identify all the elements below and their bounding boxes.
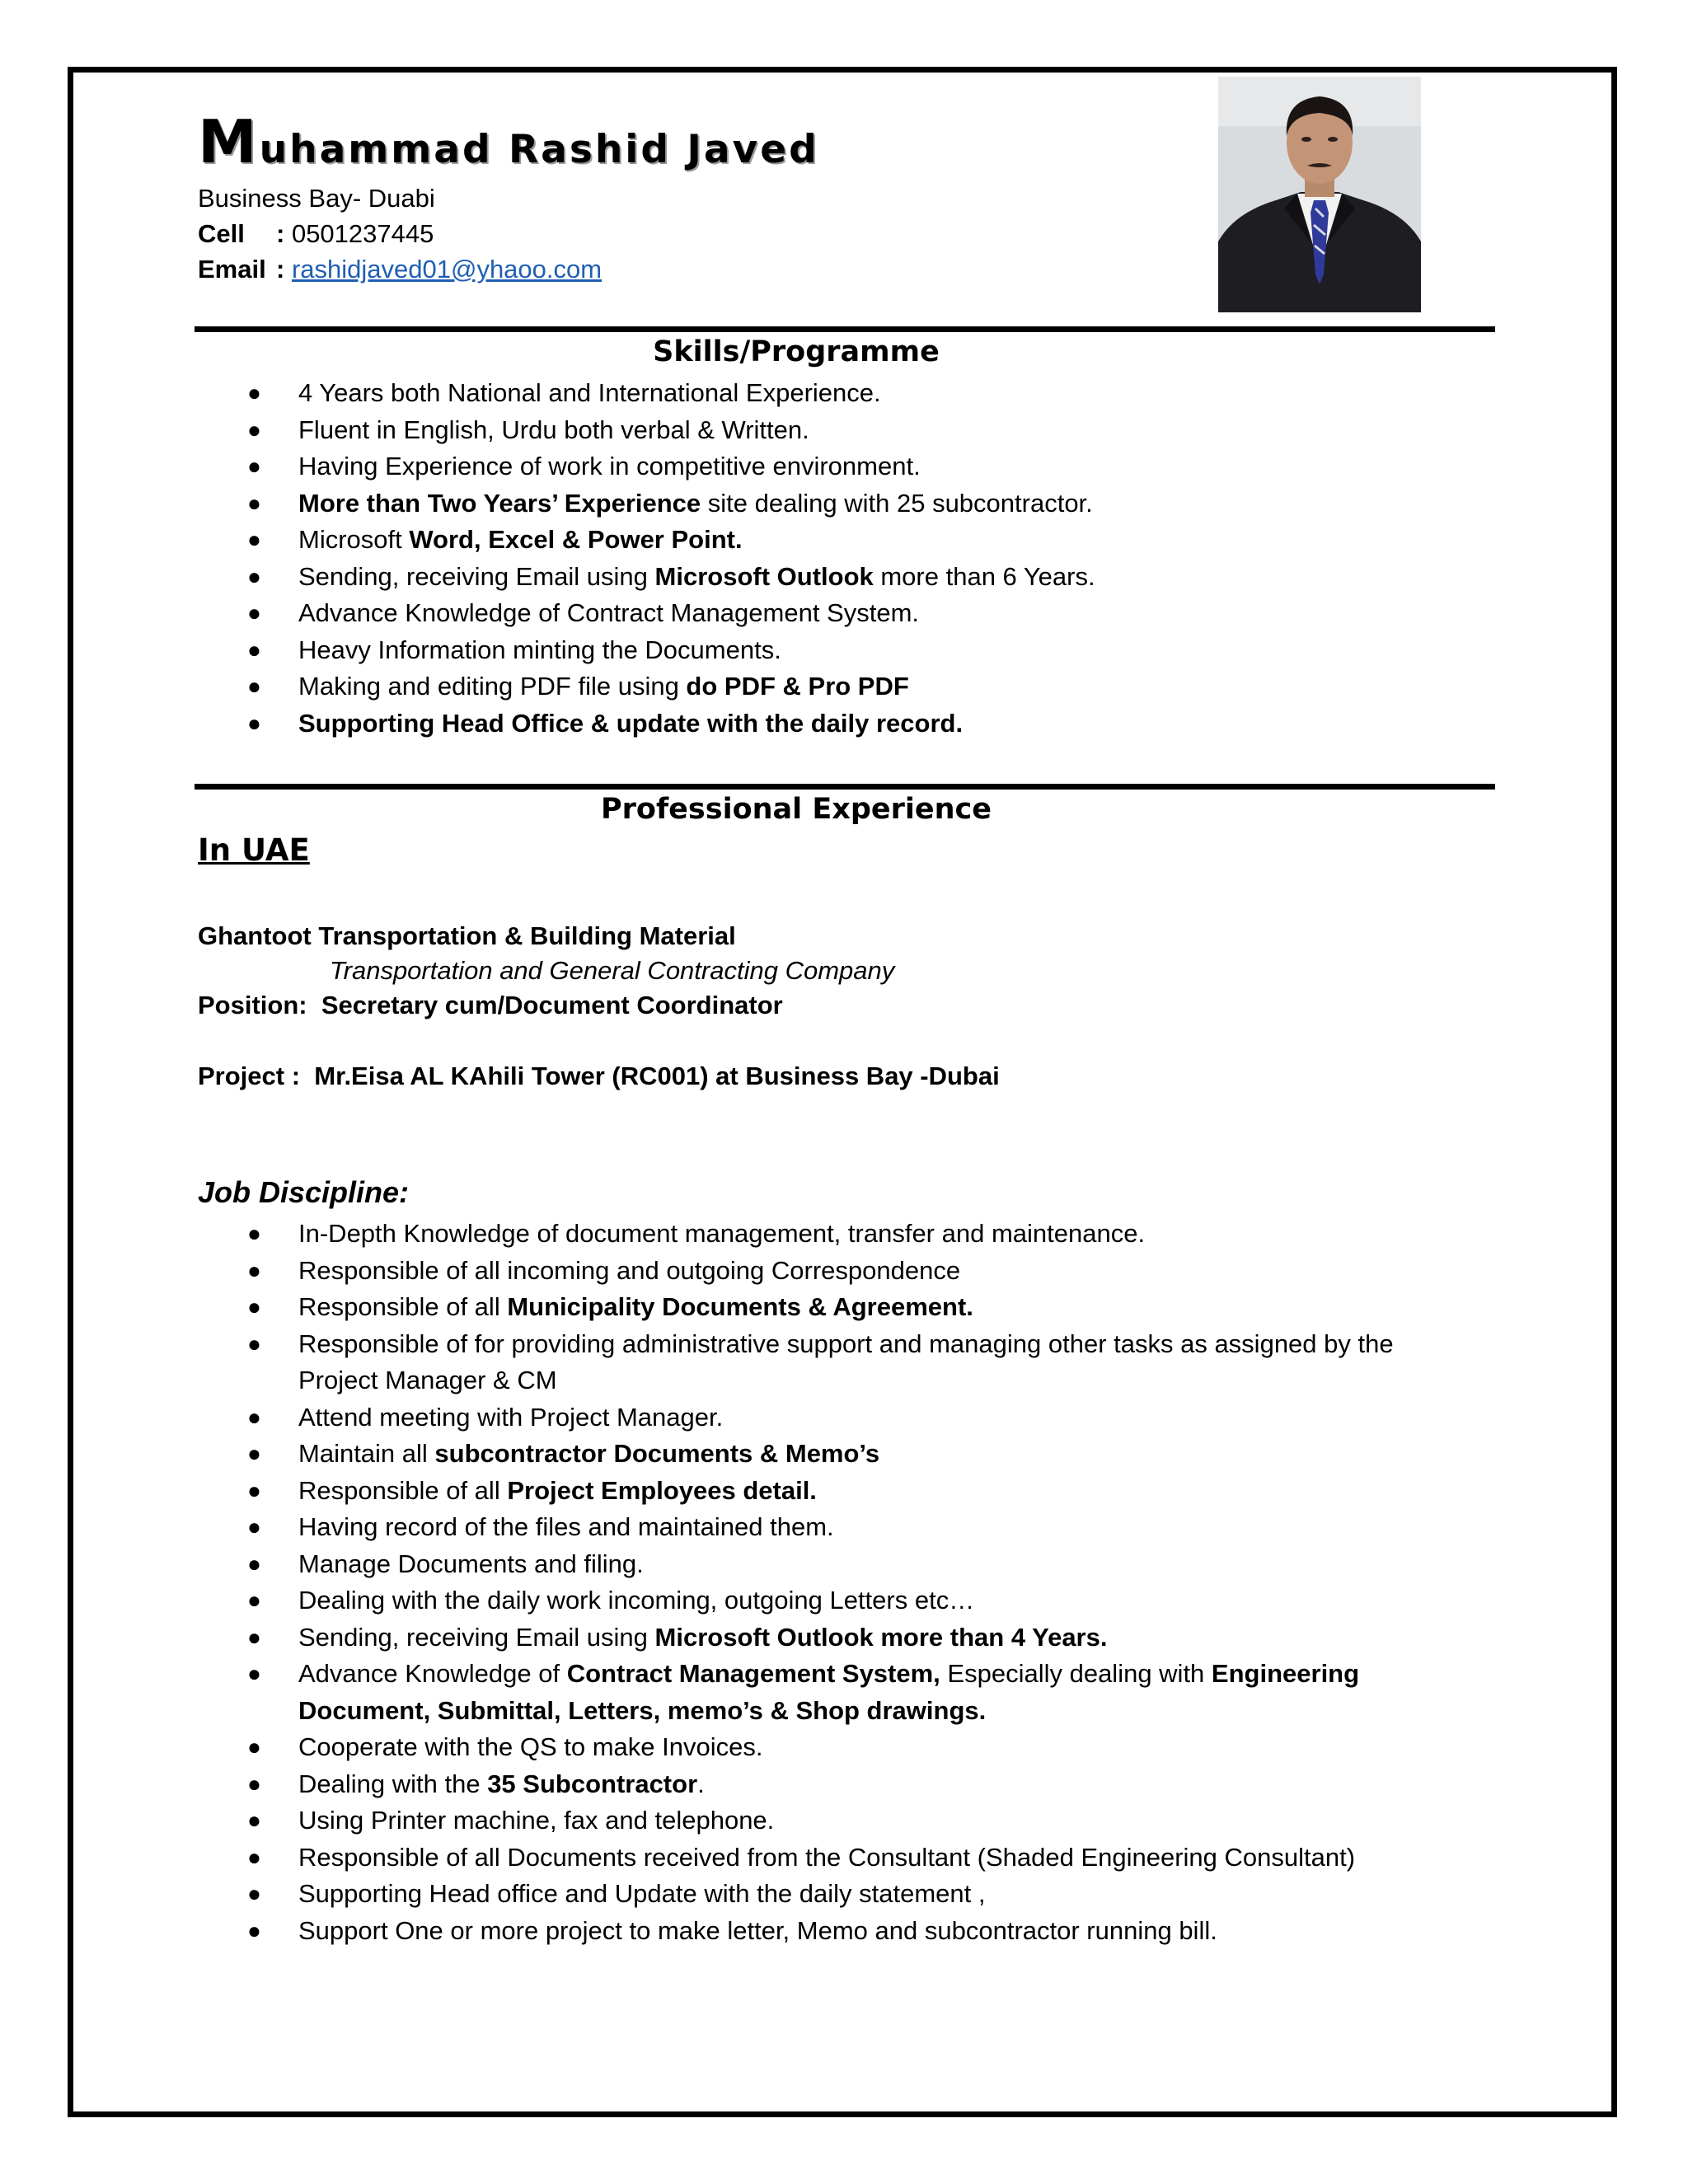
item-text: . — [697, 1769, 705, 1798]
item-text: Having record of the files and maintained them. — [298, 1512, 834, 1541]
item-text: In-Depth Knowledge of document management, transfer and maintenance. — [298, 1219, 1146, 1248]
bullet-icon: ● — [247, 673, 261, 699]
profile-photo-drawing — [1218, 77, 1421, 312]
skill-item — [244, 559, 1095, 596]
bullet-icon: ● — [247, 600, 261, 626]
experience-rule — [195, 784, 1495, 790]
project-value: Mr.Eisa AL KAhili Tower (RC001) at Business Bay -Dubai — [314, 1062, 1000, 1090]
item-text: Fluent in English, Urdu both verbal & Written. — [298, 415, 809, 444]
candidate-name — [198, 107, 819, 176]
position-label: Position: — [198, 991, 307, 1019]
bullet-icon: ● — [247, 453, 261, 479]
email-row — [198, 254, 602, 285]
company-description: Transportation and General Contracting Company — [330, 956, 895, 985]
item-text: Dealing with the daily work incoming, outgoing Letters etc… — [298, 1586, 975, 1615]
item-line — [298, 1436, 1394, 1473]
company-name: Ghantoot Transportation & Building Material — [198, 921, 736, 950]
item-text: Responsible of for providing administrative support and managing other tasks as assigned by the — [298, 1329, 1394, 1358]
bold-text: Municipality Documents & Agreement. — [507, 1292, 973, 1321]
item-line — [298, 1619, 1394, 1657]
bold-text: Microsoft Outlook — [654, 561, 874, 591]
item-text: Responsible of all — [298, 1292, 508, 1321]
skills-rule — [195, 326, 1495, 332]
discipline-item — [244, 1436, 1394, 1473]
discipline-item — [244, 1876, 1394, 1913]
item-line — [298, 1913, 1394, 1950]
profile-photo — [1218, 77, 1421, 312]
experience-title: Professional Experience — [600, 793, 992, 826]
skill-item — [244, 412, 1095, 449]
item-line — [298, 1802, 1394, 1840]
item-text: Making and editing PDF file using — [298, 672, 687, 701]
skill-item — [244, 705, 1095, 743]
bullet-icon: ● — [247, 1477, 261, 1503]
bullet-icon: ● — [247, 1294, 261, 1319]
item-text: Responsible of all Documents received from the Consultant (Shaded Engineering Consultant) — [298, 1842, 1356, 1872]
skill-item — [244, 375, 1095, 412]
discipline-item — [244, 1729, 1394, 1766]
bold-text: Supporting Head Office & update with the daily record. — [298, 708, 964, 738]
bullet-icon: ● — [247, 1844, 261, 1870]
item-line — [298, 1216, 1394, 1253]
item-text: Sending, receiving Email using — [298, 561, 655, 591]
cell-row — [198, 218, 434, 250]
item-text: site dealing with 25 subcontractor. — [701, 488, 1093, 518]
bullet-icon: ● — [247, 1330, 261, 1357]
skill-item — [244, 448, 1095, 485]
skill-item — [244, 668, 1095, 705]
skill-item — [244, 595, 1095, 632]
item-line — [298, 1399, 1394, 1436]
discipline-item — [244, 1582, 1394, 1619]
discipline-item — [244, 1216, 1394, 1253]
item-line — [298, 1289, 1394, 1326]
item-text: Supporting Head office and Update with the daily statement , — [298, 1879, 986, 1908]
bullet-icon: ● — [247, 1624, 261, 1650]
discipline-item — [244, 1619, 1394, 1657]
item-line — [298, 1362, 1394, 1399]
item-text: Cooperate with the QS to make Invoices. — [298, 1732, 763, 1761]
item-line — [298, 1546, 1394, 1583]
name-rest: uhammad Rashid Javed — [259, 127, 819, 172]
bold-text: Microsoft Outlook more than 4 Years. — [654, 1622, 1108, 1652]
item-text: Advance Knowledge of Contract Management System. — [298, 598, 920, 627]
item-line — [298, 1840, 1394, 1877]
item-text: Dealing with the — [298, 1769, 488, 1798]
bold-text: Engineering — [1211, 1659, 1360, 1688]
discipline-item — [244, 1656, 1394, 1729]
item-text: Project Manager & CM — [298, 1366, 557, 1394]
bold-text: do PDF & Pro PDF — [686, 672, 909, 701]
email-link[interactable]: rashidjaved01@yhaoo.com — [291, 255, 603, 284]
discipline-item — [244, 1546, 1394, 1583]
item-text: Especially dealing with — [940, 1659, 1212, 1688]
item-text: more than 6 Years. — [873, 561, 1095, 591]
item-text: Sending, receiving Email using — [298, 1622, 655, 1652]
bullet-icon: ● — [247, 1807, 261, 1833]
skill-item — [244, 632, 1095, 669]
item-line — [298, 1729, 1394, 1766]
job-discipline-title: Job Discipline: — [198, 1175, 410, 1209]
bullet-icon: ● — [247, 380, 261, 405]
item-text: Advance Knowledge of — [298, 1659, 567, 1688]
discipline-item — [244, 1326, 1394, 1399]
email-label: Email — [198, 255, 266, 284]
discipline-item — [244, 1289, 1394, 1326]
item-text: Manage Documents and filing. — [298, 1549, 644, 1578]
item-text: Using Printer machine, fax and telephone. — [298, 1806, 775, 1835]
cell-label: Cell — [198, 219, 245, 248]
bullet-icon: ● — [247, 1404, 261, 1430]
bullet-icon: ● — [247, 1881, 261, 1906]
item-line — [298, 1253, 1394, 1290]
item-text: Having Experience of work in competitive environment. — [298, 452, 921, 480]
bullet-icon: ● — [247, 1221, 261, 1246]
item-text: Support One or more project to make letter, Memo and subcontractor running bill. — [298, 1915, 1217, 1945]
item-line — [298, 1656, 1394, 1693]
position-value: Secretary cum/Document Coordinator — [321, 991, 783, 1019]
bullet-icon: ● — [247, 636, 261, 663]
bold-text: Contract Management System, — [566, 1659, 940, 1688]
item-text: Heavy Information minting the Documents. — [298, 635, 781, 664]
discipline-item — [244, 1399, 1394, 1436]
bold-text: Document, Submittal, Letters, memo’s & Shop drawings. — [298, 1695, 987, 1725]
bullet-icon: ● — [247, 490, 261, 516]
item-line — [298, 1473, 1394, 1510]
discipline-item — [244, 1509, 1394, 1546]
bullet-icon: ● — [247, 1587, 261, 1613]
bullet-icon: ● — [247, 527, 261, 552]
item-line — [298, 1582, 1394, 1619]
job-discipline-list — [244, 1216, 1394, 1949]
bullet-icon: ● — [247, 1770, 261, 1797]
bullet-icon: ● — [247, 563, 261, 589]
project-row — [198, 1061, 1000, 1092]
cell-separator: : — [276, 219, 285, 248]
name-initial: M — [198, 107, 260, 176]
bold-text: Word, Excel & Power Point. — [409, 525, 743, 554]
email-separator: : — [276, 255, 285, 284]
bullet-icon: ● — [247, 1661, 261, 1686]
item-text: Microsoft — [298, 525, 410, 554]
item-line — [298, 1326, 1394, 1363]
bullet-icon: ● — [247, 1257, 261, 1283]
discipline-item — [244, 1802, 1394, 1840]
discipline-item — [244, 1766, 1394, 1803]
position-row — [198, 990, 783, 1021]
bold-text: 35 Subcontractor — [487, 1769, 698, 1798]
discipline-item — [244, 1913, 1394, 1950]
bullet-icon: ● — [247, 1441, 261, 1466]
item-line — [298, 1876, 1394, 1913]
project-label: Project : — [198, 1062, 301, 1090]
region-heading: In UAE — [198, 832, 310, 868]
item-line — [298, 1693, 1394, 1730]
bullet-icon: ● — [247, 710, 261, 736]
discipline-item — [244, 1253, 1394, 1290]
bullet-icon: ● — [247, 1514, 261, 1540]
item-text: Responsible of all — [298, 1475, 508, 1505]
skills-list — [244, 375, 1095, 742]
bold-text: subcontractor Documents & Memo’s — [434, 1439, 880, 1468]
bold-text: Project Employees detail. — [507, 1475, 817, 1505]
skill-item — [244, 522, 1095, 559]
bold-text: More than Two Years’ Experience — [298, 488, 701, 518]
cell-value: 0501237445 — [291, 219, 434, 248]
bullet-icon: ● — [247, 1550, 261, 1577]
address: Business Bay- Duabi — [198, 184, 435, 213]
skill-item — [244, 485, 1095, 523]
skills-title: Skills/Programme — [653, 335, 940, 368]
item-text: 4 Years both National and International Experience. — [298, 378, 881, 407]
item-text: Maintain all — [298, 1439, 435, 1468]
bullet-icon: ● — [247, 1734, 261, 1760]
discipline-item — [244, 1473, 1394, 1510]
bullet-icon: ● — [247, 1917, 261, 1943]
bullet-icon: ● — [247, 416, 261, 443]
item-text: Responsible of all incoming and outgoing Correspondence — [298, 1255, 961, 1285]
item-text: Attend meeting with Project Manager. — [298, 1402, 724, 1432]
item-line — [298, 1766, 1394, 1803]
discipline-item — [244, 1840, 1394, 1877]
item-line — [298, 1509, 1394, 1546]
